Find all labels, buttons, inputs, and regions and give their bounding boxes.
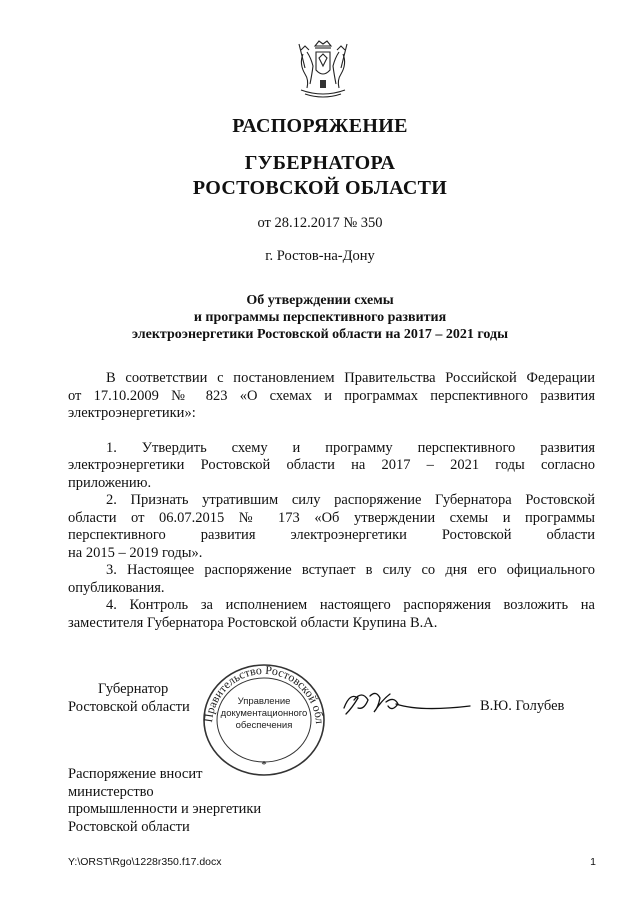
stamp-inner-line-1: Управление [237, 696, 291, 707]
stamp-outer-text: Правительство Ростовской обл [201, 662, 328, 725]
item-4-line-2: заместителя Губернатора Ростовской области Крупина В.А. [68, 614, 438, 631]
position-line-2: Ростовской области [68, 698, 190, 715]
item-1-line-2: электроэнергетики Ростовской области на 2017 – 2021 годы согласно [68, 457, 595, 473]
item-2-line-4: на 2015 – 2019 годы». [68, 544, 203, 561]
document-body [68, 370, 595, 632]
document-type-title: РАСПОРЯЖЕНИЕ [232, 115, 408, 137]
item-4-line-1: 4. Контроль за исполнением настоящего распоряжения возложить на [106, 597, 595, 613]
page-number: 1 [590, 856, 596, 868]
item-1-line-1: 1. Утвердить схему и программу перспективного развития [106, 439, 595, 456]
date-number: от 28.12.2017 № 350 [257, 215, 383, 231]
item-1-line-3: приложению. [68, 474, 152, 491]
item-2-line-2: области от 06.07.2015 № 173 «Об утверждении схемы и программы [68, 509, 595, 526]
city: г. Ростов-на-Дону [265, 248, 375, 264]
stamp-inner [218, 696, 310, 732]
issuer-line-1: ГУБЕРНАТОРА [244, 152, 396, 174]
subject-line-1: Об утверждении схемы [246, 293, 394, 308]
coat-of-arms-icon [293, 38, 353, 100]
item-3-line-1: 3. Настоящее распоряжение вступает в силу со дня его официального [106, 562, 595, 578]
stamp-star: * [261, 759, 267, 771]
item-2-line-1: 2. Признать утратившим силу распоряжение Губернатора Ростовской [106, 492, 595, 508]
item-3-line-2: опубликования. [68, 579, 165, 596]
submitter-line-2: министерство [68, 783, 154, 800]
stamp-inner-line-2: документационного [220, 708, 308, 719]
position-line-1: Губернатор [98, 681, 169, 697]
preamble-line-2: от 17.10.2009 № 823 «О схемах и программах перспективного развития [68, 387, 595, 404]
submitter-line-1: Распоряжение вносит [68, 766, 203, 782]
submitter-block [68, 766, 368, 836]
signatory-name: В.Ю. Голубев [480, 698, 565, 714]
handwritten-signature [340, 686, 475, 720]
preamble-line-3: электроэнергетики»: [68, 405, 196, 421]
submitter-line-4: Ростовской области [68, 818, 190, 835]
issuer-line-2: РОСТОВСКОЙ ОБЛАСТИ [192, 177, 448, 199]
official-stamp [198, 660, 328, 778]
stamp-inner-line-3: обеспечения [235, 720, 293, 731]
subject-line-2: и программы перспективного развития [193, 310, 447, 325]
signatory-position [68, 681, 218, 716]
file-path: Y:\ORST\Rgo\1228r350.f17.docx [68, 856, 222, 868]
item-2-line-3: перспективного развития электроэнергетики Ростовской области [68, 527, 595, 543]
subject-block [0, 292, 640, 343]
submitter-line-3: промышленности и энергетики [68, 801, 262, 817]
preamble-line-1: В соответствии с постановлением Правительства Российской Федерации [106, 370, 595, 386]
subject-line-3: электроэнергетики Ростовской области на 2017 – 2021 годы [131, 327, 509, 342]
